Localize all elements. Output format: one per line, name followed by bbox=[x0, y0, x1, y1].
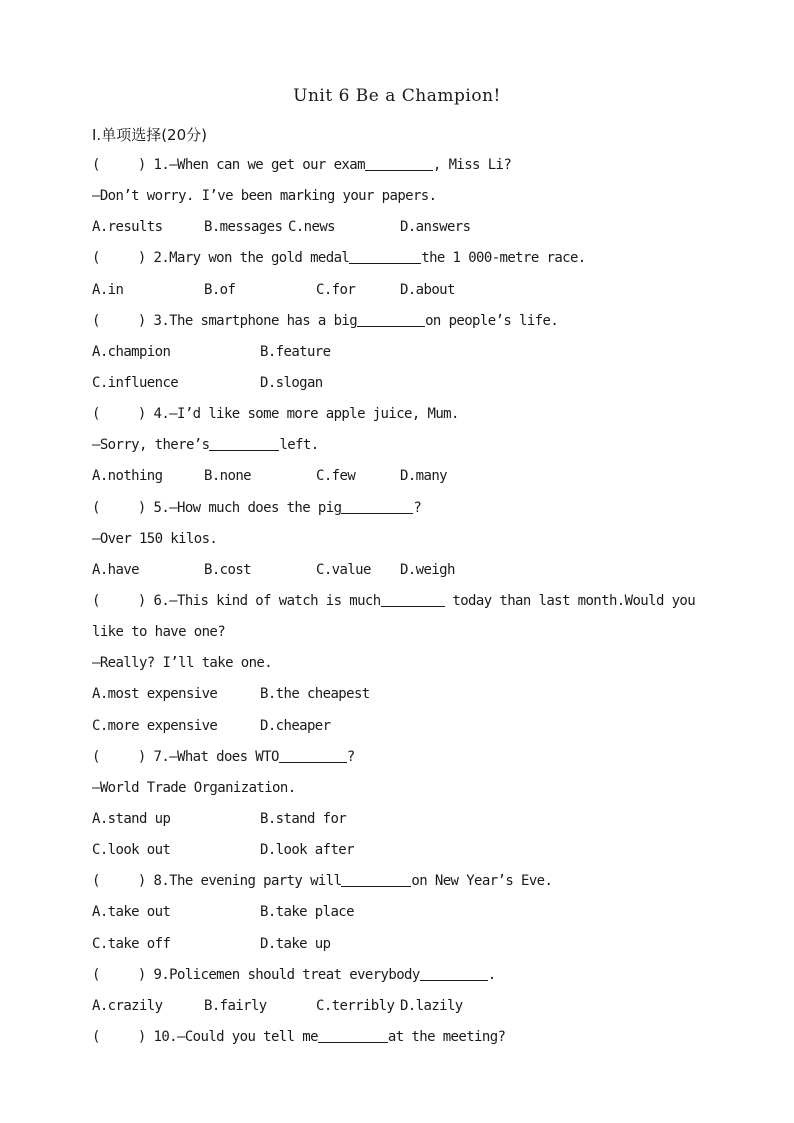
answer-paren-close: ) bbox=[137, 250, 146, 267]
question-9-stem bbox=[92, 960, 732, 991]
question-8-options-row-2 bbox=[92, 929, 732, 960]
option-c[interactable]: C.more expensive bbox=[92, 717, 218, 734]
option-d[interactable]: D.cheaper bbox=[260, 717, 331, 734]
answer-paren-open: ( bbox=[92, 157, 100, 173]
option-d[interactable]: D.take up bbox=[260, 935, 331, 952]
option-b[interactable]: B.feature bbox=[260, 343, 331, 360]
stem-text: 8.The evening party will bbox=[145, 873, 342, 890]
option-a[interactable]: A.in bbox=[92, 281, 124, 298]
stem-text: 6.—This kind of watch is much bbox=[145, 592, 381, 609]
option-d[interactable]: D.weigh bbox=[400, 561, 455, 578]
option-c[interactable]: C.look out bbox=[92, 842, 171, 859]
answer-paren-close: ) bbox=[137, 966, 146, 983]
fill-blank bbox=[341, 872, 411, 887]
answer-paren-open: ( bbox=[92, 748, 100, 765]
fill-blank bbox=[381, 592, 445, 607]
question-2-options bbox=[92, 275, 732, 306]
reply-text: —Sorry, there’s bbox=[92, 437, 210, 454]
option-c[interactable]: C.value bbox=[316, 561, 371, 578]
option-a[interactable]: A.stand up bbox=[92, 810, 171, 827]
question-3-options-row-1 bbox=[92, 337, 732, 368]
option-a[interactable]: A.nothing bbox=[92, 468, 163, 485]
option-d[interactable]: D.lazily bbox=[400, 997, 463, 1014]
stem-text: 3.The smartphone has a big bbox=[145, 312, 358, 329]
option-d[interactable]: D.look after bbox=[260, 842, 354, 859]
answer-paren-close: ) bbox=[137, 748, 146, 765]
section-heading: Ⅰ.单项选择(20分) bbox=[92, 126, 207, 144]
option-b[interactable]: B.stand for bbox=[260, 810, 347, 827]
option-d[interactable]: D.about bbox=[400, 281, 455, 298]
stem-text-after: . bbox=[487, 966, 496, 983]
answer-paren-close: ) bbox=[137, 1028, 146, 1045]
option-c[interactable]: C.for bbox=[316, 281, 356, 298]
question-6-options-row-2 bbox=[92, 711, 732, 742]
fill-blank bbox=[420, 966, 488, 981]
question-10-stem bbox=[92, 1022, 732, 1053]
question-4-stem bbox=[92, 399, 732, 430]
answer-paren-open: ( bbox=[92, 499, 100, 516]
answer-paren-open: ( bbox=[92, 966, 100, 983]
stem-text-after: at the meeting? bbox=[387, 1028, 506, 1045]
option-b[interactable]: B.messages bbox=[204, 219, 283, 236]
stem-text: 9.Policemen should treat everybody bbox=[145, 966, 420, 983]
answer-paren-open: ( bbox=[92, 1028, 100, 1045]
question-list bbox=[92, 150, 732, 1053]
answer-paren-close: ) bbox=[137, 157, 146, 173]
fill-blank bbox=[357, 312, 425, 327]
answer-paren-open: ( bbox=[92, 406, 100, 423]
question-3-options-row-2 bbox=[92, 368, 732, 399]
fill-blank bbox=[318, 1028, 388, 1043]
stem-text: 1.—When can we get our exam bbox=[145, 157, 365, 173]
option-b[interactable]: B.of bbox=[204, 281, 236, 298]
question-1-stem bbox=[92, 150, 732, 181]
stem-text-after: ? bbox=[413, 499, 422, 516]
answer-paren-close: ) bbox=[137, 499, 146, 516]
option-c[interactable]: C.few bbox=[316, 468, 356, 485]
question-2-stem bbox=[92, 243, 732, 274]
stem-text: 4.—I’d like some more apple juice, Mum. bbox=[145, 406, 459, 423]
stem-text-after: , Miss Li? bbox=[432, 157, 512, 173]
option-a[interactable]: A.champion bbox=[92, 343, 171, 360]
fill-blank bbox=[365, 156, 433, 171]
answer-paren-open: ( bbox=[92, 312, 100, 329]
option-d[interactable]: D.slogan bbox=[260, 374, 323, 391]
fill-blank bbox=[349, 249, 421, 264]
stem-text-after: today than last month.Would you bbox=[444, 592, 696, 609]
answer-paren-open: ( bbox=[92, 873, 100, 890]
question-6-line-1: like to have one? bbox=[92, 624, 226, 641]
question-1-line-1: —Don’t worry. I’ve been marking your papers. bbox=[92, 188, 437, 205]
answer-paren-close: ) bbox=[137, 406, 146, 423]
question-1-options bbox=[92, 212, 732, 243]
option-a[interactable]: A.crazily bbox=[92, 997, 163, 1014]
option-a[interactable]: A.have bbox=[92, 561, 139, 578]
question-6-line-2: —Really? I’ll take one. bbox=[92, 655, 273, 672]
question-7-line-1: —World Trade Organization. bbox=[92, 779, 296, 796]
stem-text-after: ? bbox=[346, 748, 355, 765]
question-5-stem bbox=[92, 493, 732, 524]
option-a[interactable]: A.most expensive bbox=[92, 686, 218, 703]
option-d[interactable]: D.answers bbox=[400, 219, 471, 236]
question-4-reply bbox=[92, 430, 732, 461]
option-b[interactable]: B.the cheapest bbox=[260, 686, 370, 703]
answer-paren-close: ) bbox=[137, 873, 146, 890]
reply-text-after: left. bbox=[279, 437, 319, 454]
fill-blank bbox=[341, 499, 413, 514]
stem-text-after: on New Year’s Eve. bbox=[411, 873, 553, 890]
option-c[interactable]: C.news bbox=[288, 219, 335, 236]
option-d[interactable]: D.many bbox=[400, 468, 447, 485]
question-9-options bbox=[92, 991, 732, 1022]
option-b[interactable]: B.cost bbox=[204, 561, 251, 578]
question-4-options bbox=[92, 461, 732, 492]
option-c[interactable]: C.influence bbox=[92, 374, 179, 391]
question-6-options-row-1 bbox=[92, 679, 732, 710]
question-8-options-row-1 bbox=[92, 897, 732, 928]
page-title: Unit 6 Be a Champion! bbox=[293, 86, 501, 106]
option-a[interactable]: A.take out bbox=[92, 904, 171, 921]
question-8-stem bbox=[92, 866, 732, 897]
stem-text: 7.—What does WTO bbox=[145, 748, 279, 765]
question-3-stem bbox=[92, 306, 732, 337]
stem-text: 5.—How much does the pig bbox=[145, 499, 342, 516]
option-c[interactable]: C.take off bbox=[92, 935, 171, 952]
stem-text-after: the 1 000-metre race. bbox=[421, 250, 586, 267]
answer-paren-open: ( bbox=[92, 250, 100, 267]
question-7-options-row-1 bbox=[92, 804, 732, 835]
stem-text: 10.—Could you tell me bbox=[145, 1028, 318, 1045]
answer-paren-open: ( bbox=[92, 592, 100, 609]
option-b[interactable]: B.take place bbox=[260, 904, 354, 921]
question-5-line-1: —Over 150 kilos. bbox=[92, 530, 218, 547]
question-7-stem bbox=[92, 742, 732, 773]
fill-blank bbox=[279, 748, 347, 763]
option-b[interactable]: B.fairly bbox=[204, 997, 267, 1014]
question-6-stem bbox=[92, 586, 732, 617]
stem-text: 2.Mary won the gold medal bbox=[145, 250, 350, 267]
option-c[interactable]: C.terribly bbox=[316, 997, 395, 1014]
question-5-options bbox=[92, 555, 732, 586]
question-7-options-row-2 bbox=[92, 835, 732, 866]
option-b[interactable]: B.none bbox=[204, 468, 251, 485]
stem-text-after: on people’s life. bbox=[425, 312, 559, 329]
option-a[interactable]: A.results bbox=[92, 219, 163, 236]
answer-paren-close: ) bbox=[137, 592, 146, 609]
answer-paren-close: ) bbox=[137, 312, 146, 329]
fill-blank bbox=[209, 436, 279, 451]
